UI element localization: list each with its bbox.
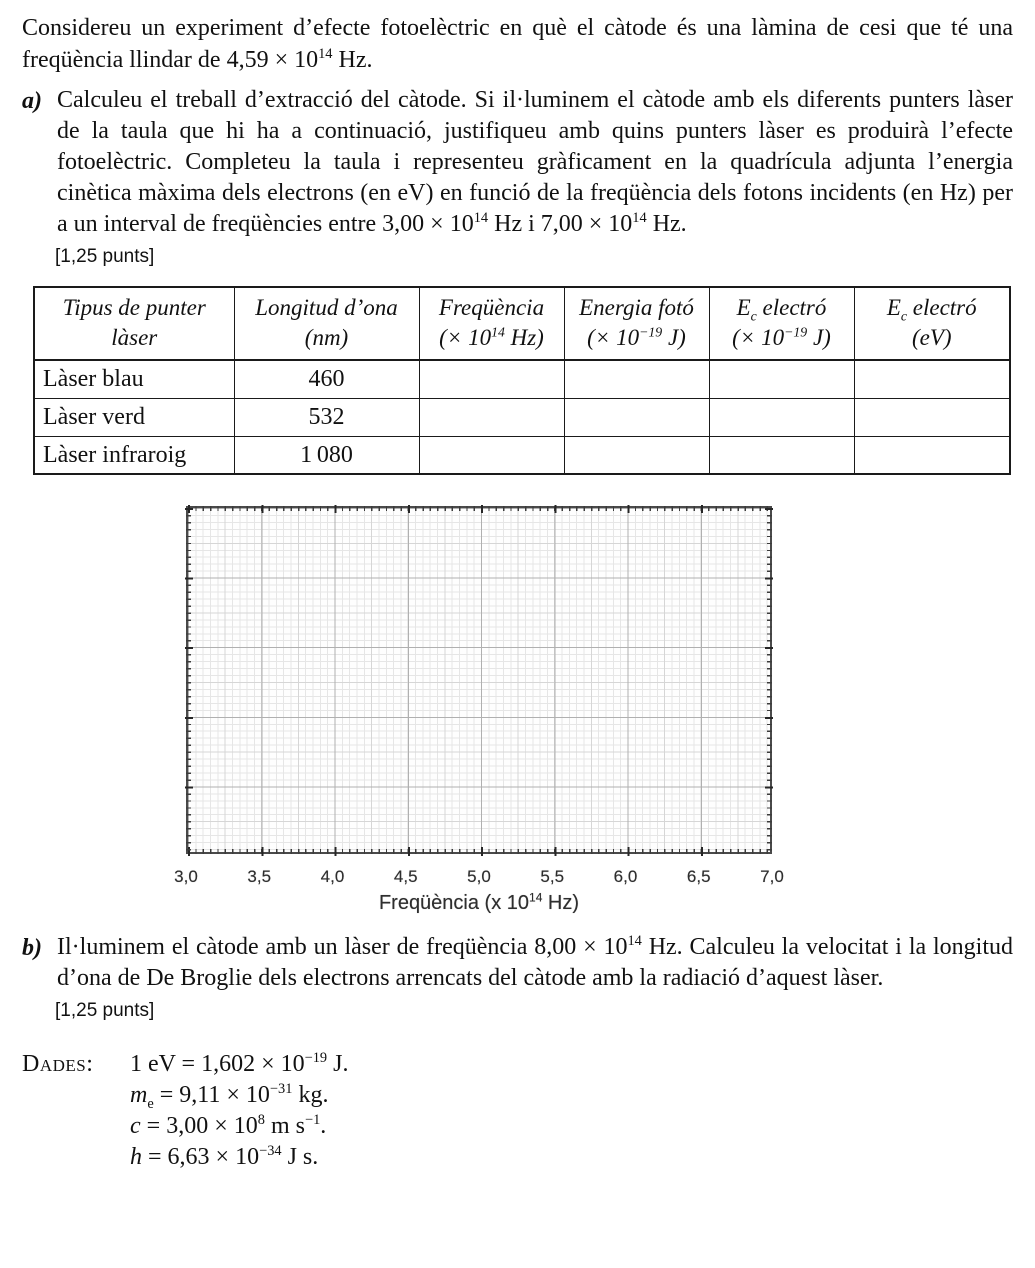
cell-photon-energy-empty (564, 398, 709, 436)
dades-lines (130, 1049, 348, 1173)
x-tick-label: 3,5 (247, 867, 272, 886)
dades-line-electron-mass: $m_e = 9,11 \times 10^{-31}$ kg. (130, 1081, 329, 1112)
cell-ec-ev-empty (854, 436, 1010, 474)
question-b-text: Il·luminem el càtode amb un làser de freqüència $8,00 \times 10^{14}$ Hz. Calculeu la velocitat i la longitud d’ona de De Broglie dels electrons arrencats del càtode amb la radiació d’aquest làser. (57, 933, 1013, 991)
cell-frequency-empty (419, 436, 564, 474)
cell-laser-name: Làser verd (34, 398, 234, 436)
cell-laser-name: Làser infraroig (34, 436, 234, 474)
x-tick-label: 4,5 (393, 867, 418, 886)
top-minor-ticks (188, 506, 770, 511)
x-tick-label: 6,5 (686, 867, 711, 886)
x-tick-label: 6,0 (613, 867, 638, 886)
table-row (34, 398, 1010, 436)
bottom-major-ticks (188, 847, 770, 856)
table-header-laser-type: Tipus de punter làser (34, 287, 234, 360)
table-row (34, 360, 1010, 398)
cell-ec-ev-empty (854, 398, 1010, 436)
cell-frequency-empty (419, 398, 564, 436)
dades-line-planck: $h = 6,63 \times 10^{-34}$ J s. (130, 1143, 319, 1170)
laser-table (33, 286, 1011, 475)
question-a-marker: a) (22, 88, 42, 114)
question-b (22, 932, 1013, 994)
table-row (34, 436, 1010, 474)
cell-laser-name: Làser blau (34, 360, 234, 398)
x-tick-label: 7,0 (760, 867, 784, 886)
x-tick-label: 5,5 (540, 867, 565, 886)
x-axis-tick-labels (174, 861, 784, 886)
table-header-ec-ev: $E_c$ electró (eV) (854, 287, 1010, 360)
cell-ec-j-empty (709, 436, 854, 474)
x-tick-label: 5,0 (467, 867, 491, 886)
table-header-photon-energy: Energia fotó (× $10^{-19}$ J) (564, 287, 709, 360)
x-tick-label: 4,0 (320, 867, 345, 886)
x-axis-title: Freqüència (x $10^{14}$ Hz) (378, 890, 580, 914)
question-a-text: Calculeu el treball d’extracció del càtode. Si il·luminem el càtode amb els diferents punters làser de la taula que hi ha a continuació, justifiqueu amb quins punters làser es produirà l’efecte fotoelèctric. Completeu la taula i representeu gràficament en la quadrícula adjunta l’energia cinètica màxima dels electrons (en eV) en funció de la freqüència dels fotons incidents (en Hz) per a un interval de freqüències entre $3,00 \times 10^{14}$ Hz i $7,00 \times 10^{14}$ Hz. (57, 87, 1013, 237)
right-minor-ticks (767, 508, 772, 852)
dades-line-ev: 1 eV = $1,602 \times 10^{-19}$ J. (130, 1050, 349, 1077)
cell-ec-ev-empty (854, 360, 1010, 398)
cell-photon-energy-empty (564, 436, 709, 474)
cell-wavelength: 1 080 (234, 436, 419, 474)
data-constants-section (22, 1049, 1013, 1173)
question-a (22, 85, 1013, 240)
left-major-ticks (185, 508, 193, 852)
table-header-row (34, 287, 1010, 360)
chart-block (22, 506, 1013, 919)
cell-wavelength: 532 (234, 398, 419, 436)
cell-frequency-empty (419, 360, 564, 398)
right-major-ticks (765, 508, 773, 852)
table-header-frequency: Freqüència (× $10^{14}$ Hz) (419, 287, 564, 360)
cell-photon-energy-empty (564, 360, 709, 398)
question-b-marker: b) (22, 935, 42, 961)
intro-paragraph: Considereu un experiment d’efecte fotoelèctric en què el càtode és una làmina de cesi que té una freqüència llindar de $4,59 \times 10^{14}$ Hz. (22, 15, 1013, 73)
chart-grid (186, 506, 772, 854)
left-minor-ticks (186, 508, 191, 852)
x-tick-label: 3,0 (174, 867, 198, 886)
top-major-ticks (188, 505, 770, 513)
question-b-points: [1,25 punts] (55, 1000, 155, 1021)
bottom-minor-ticks (188, 849, 770, 854)
dades-line-light-speed: $c = 3,00 \times 10^8$ m $s^{-1}$. (130, 1112, 327, 1139)
table-header-ec-joules: $E_c$ electró (× $10^{-19}$ J) (709, 287, 854, 360)
dades-label: Dades: (22, 1051, 94, 1077)
table-header-wavelength: Longitud d’ona (nm) (234, 287, 419, 360)
question-a-points: [1,25 punts] (55, 246, 155, 267)
cell-ec-j-empty (709, 360, 854, 398)
cell-wavelength: 460 (234, 360, 419, 398)
cell-ec-j-empty (709, 398, 854, 436)
